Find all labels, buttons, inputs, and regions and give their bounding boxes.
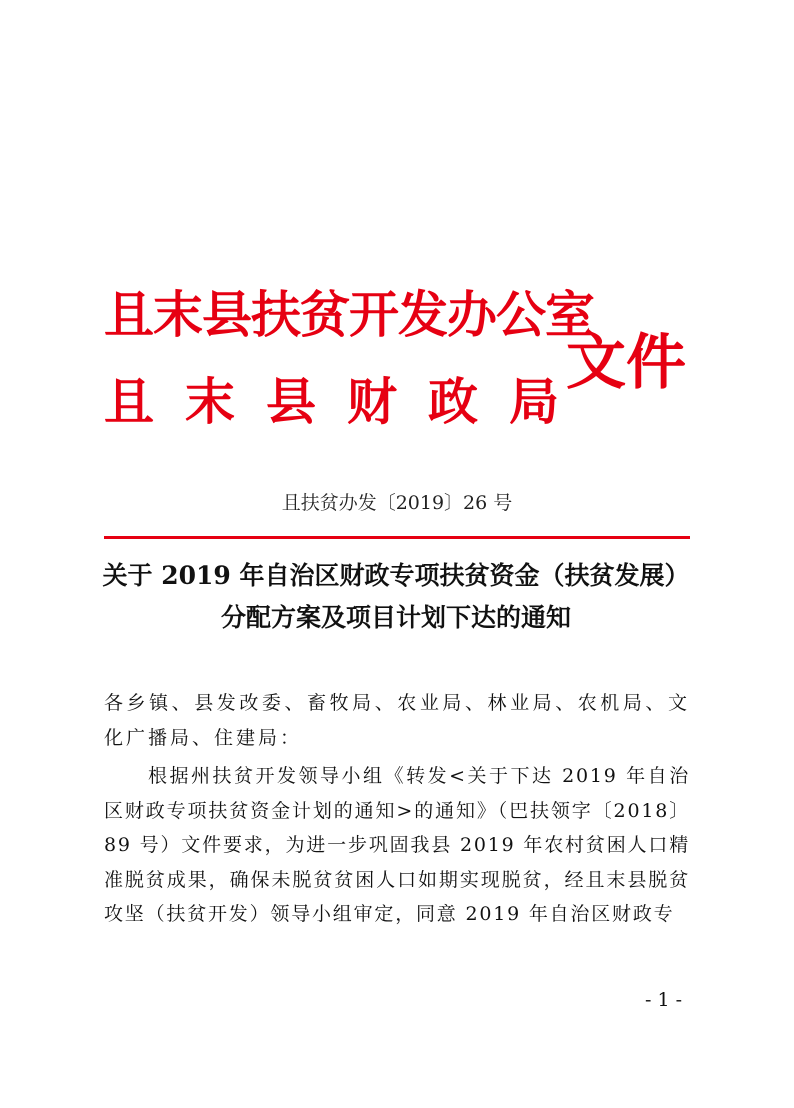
issuer-char: 且 [104, 372, 154, 431]
document-title-line-1: 关于 2019 年自治区财政专项扶贫资金（扶贫发展） [102, 561, 690, 590]
issuer-char: 财 [347, 372, 397, 431]
issuer-name-finance-bureau [104, 372, 559, 432]
document-type-label: 文件 [566, 328, 686, 398]
issuer-char: 县 [266, 372, 316, 431]
body-paragraph: 根据州扶贫开发领导小组《转发<关于下达 2019 年自治区财政专项扶贫资金计划的通知>的通知》（巴扶领字〔2018〕89 号）文件要求，为进一步巩固我县 2019 年农村贫困人口精准脱贫成果，确保未脱贫贫困人口如期实现脱贫，经且末县脱贫攻坚（扶贫开发）领导小组审定，同意 2019 年自治区财政专 [104, 765, 690, 926]
document-title-line-2: 分配方案及项目计划下达的通知 [220, 603, 571, 632]
issuer-char: 末 [185, 372, 235, 431]
issuer-char: 政 [428, 372, 478, 431]
document-number: 且扶贫办发〔2019〕26 号 [281, 492, 513, 514]
red-divider-line [104, 536, 690, 539]
issuer-name-poverty-office: 且末县扶贫开发办公室 [104, 285, 594, 344]
page-number: - 1 - [645, 989, 683, 1011]
issuer-char: 局 [509, 372, 559, 431]
recipients-line: 各乡镇、县发改委、畜牧局、农业局、林业局、农机局、文化广播局、住建局： [104, 692, 690, 749]
